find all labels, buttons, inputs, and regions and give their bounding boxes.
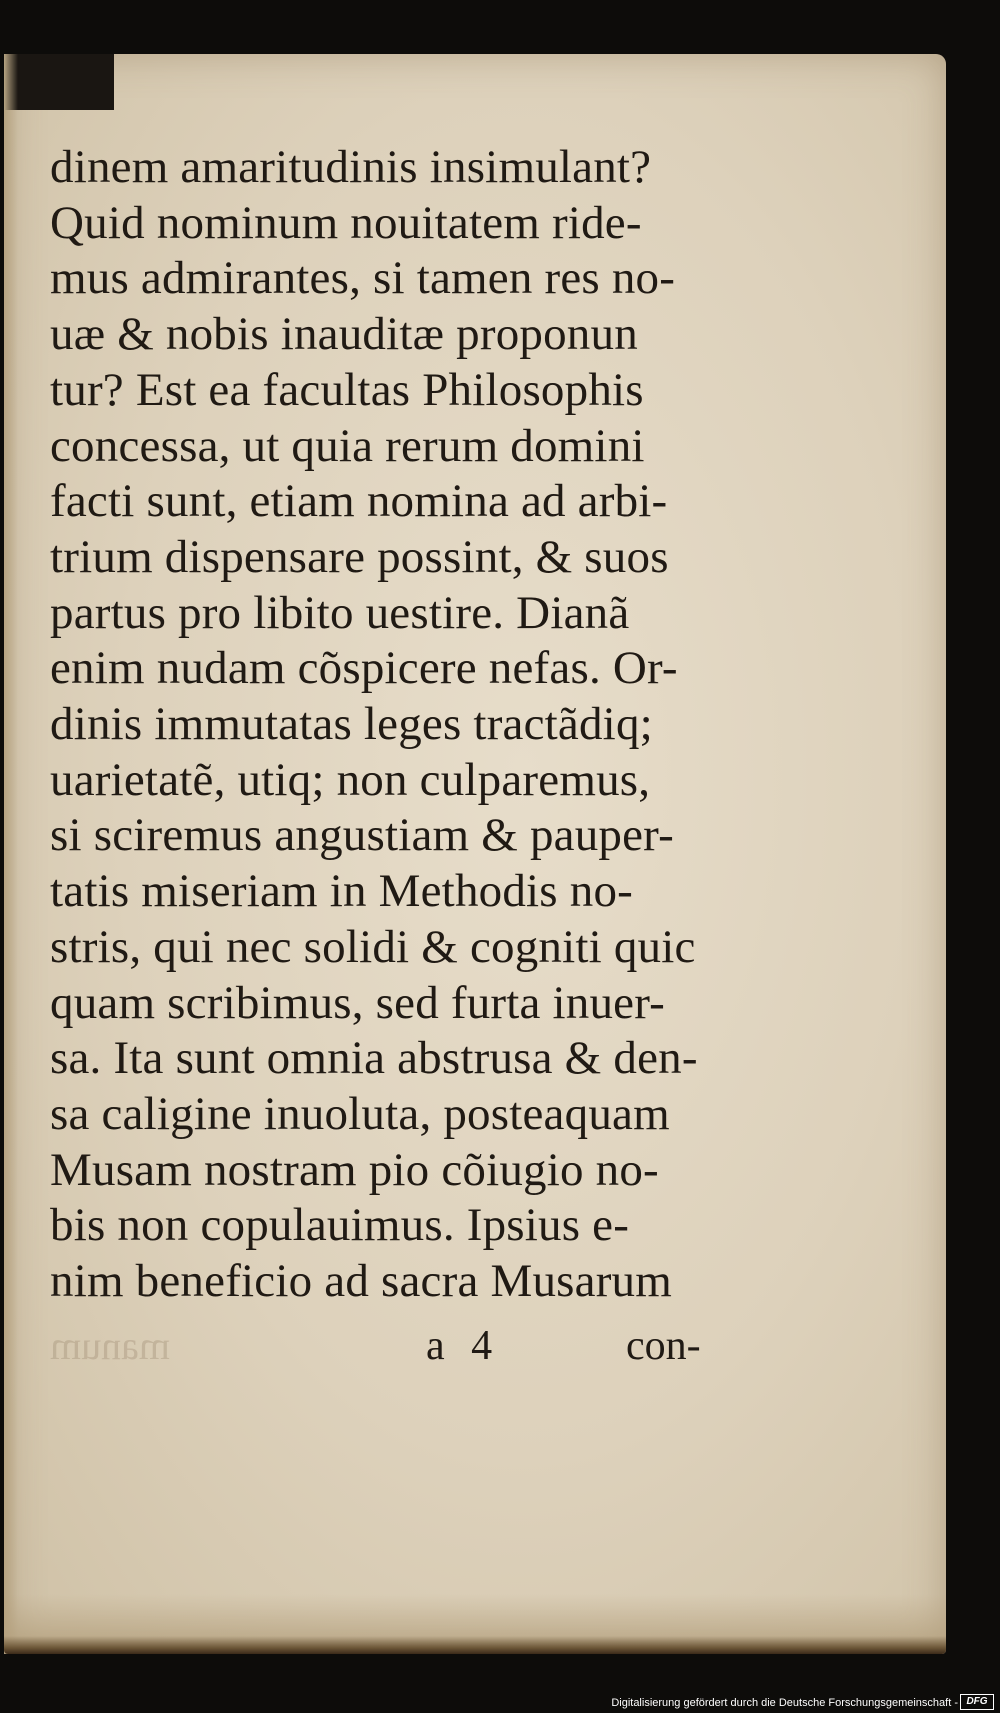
page-tab-shadow [4,54,114,110]
main-text-block [50,140,740,1310]
text-line: sa. Ita sunt omnia abstrusa & den- [50,1032,698,1085]
catchword: con- [626,1323,701,1369]
page-foot-row [0,1322,1000,1382]
digitization-credit: Digitalisierung gefördert durch die Deutsche Forschungsgemeinschaft - [611,1697,958,1709]
text-line: partus pro libito uestire. Dianã [50,586,630,639]
text-line: quam scribimus, sed furta inuer- [50,976,665,1029]
text-line: facti sunt, etiam nomina ad arbi- [50,475,668,528]
signature-mark: a 4 [426,1323,501,1369]
text-line: si sciremus angustiam & pauper- [50,809,674,862]
text-line: trium dispensare possint, & suos [50,530,669,583]
text-line: bis non copulauimus. Ipsius e- [50,1199,630,1252]
text-line: stris, qui nec solidi & cogniti quic [50,920,696,973]
text-line: dinem amaritudinis insimulant? [50,141,652,193]
text-line: nim beneficio ad sacra Musarum [50,1255,673,1308]
text-line: dinis immutatas leges tractãdiq; [50,698,653,751]
text-line: mus admirantes, si tamen res no- [50,252,676,305]
page-left-edge [4,54,18,1654]
dfg-logo: DFG [960,1694,994,1710]
text-line: Musam nostram pio cõiugio no- [50,1143,659,1196]
show-through-text: manum [50,1323,170,1368]
text-line: sa caligine inuoluta, posteaquam [50,1087,670,1140]
text-line: tur? Est ea facultas Philosophis [50,363,644,416]
text-line: Quid nominum nouitatem ride- [50,196,642,249]
text-line: tatis miseriam in Methodis no- [50,865,633,918]
text-line: uarietatẽ, utiq; non culparemus, [50,753,651,806]
text-line: uæ & nobis inauditæ proponun [50,308,638,361]
text-line: concessa, ut quia rerum domini [50,419,645,472]
page-bottom-edge [4,1584,946,1654]
text-line: enim nudam cõspicere nefas. Or- [50,642,678,695]
